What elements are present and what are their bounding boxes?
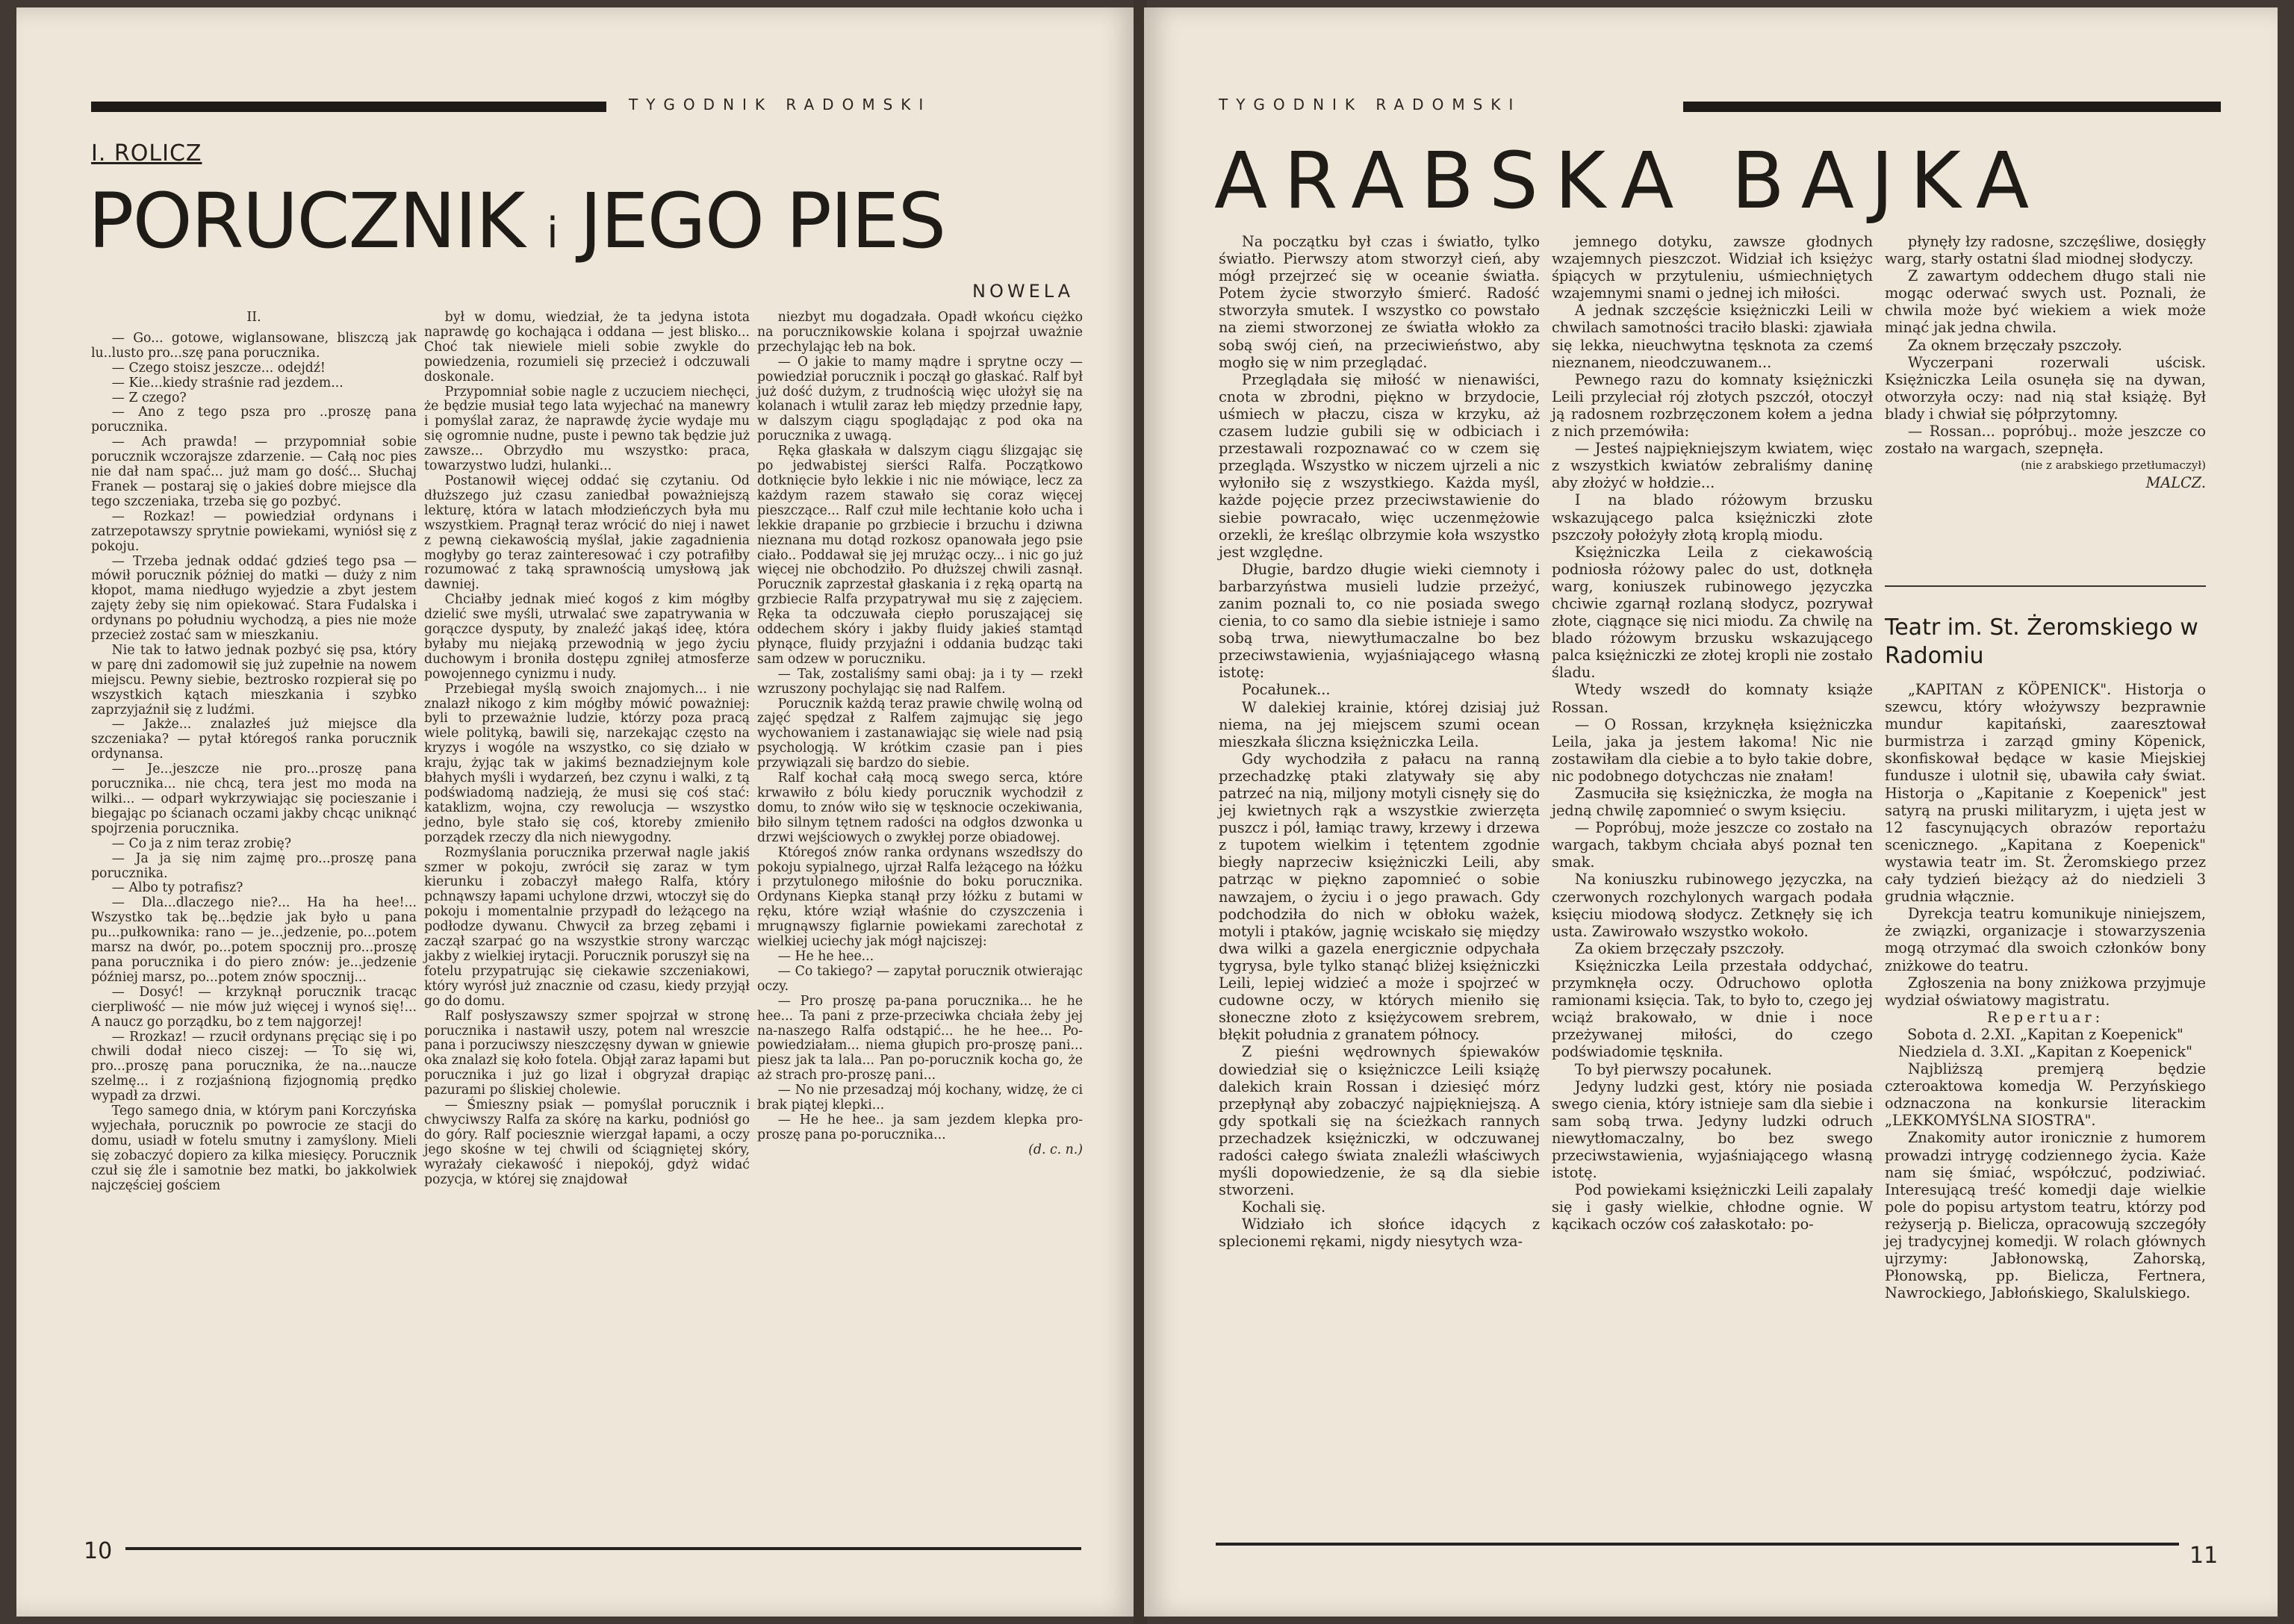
paragraph: Księżniczka Leila z ciekawością podniosła różowy palec do ust, dotknęła warg, koniuszek rubinowego języczka chciwie zgarnął rozlaną słodycz, pozrywał złote, ciągnące się nici miodu. Za chwilę na blado różowym brzusku wskazującego palca księżniczki ze złotej kropli nie zostało śladu. — [1552, 543, 1873, 682]
footer-rule — [125, 1547, 1081, 1550]
paragraph: — Ja ja się nim zajmę pro...proszę pana porucznika. — [91, 850, 417, 881]
paragraph: Z pieśni wędrownych śpiewaków dowiedział się o księżniczce Leili książę dalekich krain Rossan i dziesięć mórz przepłynął aby zobaczyć najpiękniejszą. A gdy spotkali się na ścieżkach rannych przechadzek księżniczki, w odczuwanej radości całego świata znaleźli właściwych myśli dopowiedzenie, że są dla siebie stworzeni. — [1219, 1043, 1540, 1199]
paragraph: — Śmieszny psiak — pomyślał porucznik i chwyciwszy Ralfa za skórę na karku, podniósł go do góry. Ralf pociesznie wierzgał łapami, a oczy jego skośne w tej chwili od ściągniętej skóry, wyrażały ciekawość i niepokój, gdyż widać pozycja, w której się znajdował — [424, 1098, 750, 1187]
paragraph: Przypomniał sobie nagle z uczuciem niechęci, że będzie musiał tego lata wyjechać na manewry i pomyślał zaraz, że naprawdę życie wydaje mu się ogromnie nudne, puste i pewno tak będzie już zawsze... Obrzydło mu wszystko: praca, towarzystwo ludzi, hulanki... — [424, 384, 750, 474]
paragraph: Nie tak to łatwo jednak pozbyć się psa, który w parę dni zadomowił się już zupełnie na nowem miejscu. Pewny siebie, beztrosko rozpierał się po wszystkich kątach mieszkania i szybko zaprzyjaźnił się z ludźmi. — [91, 642, 417, 718]
paragraph: — Co takiego? — zapytał porucznik otwierając oczy. — [757, 963, 1083, 994]
paragraph: Przeglądała się miłość w nienawiści, cnota w zbrodni, piękno w brzydocie, uśmiech w płaczu, cisza w krzyku, aż czasem ludzie gubili się w odbiciach i przestawali rozpoznawać co w czem się przegląda. Wszystko w niczem ujrzeli a nic wyłoniło się z wszystkiego. Każda myśl, każde pojęcie przez przeciwstawienie do siebie powracało, więc uczenmężowie orzekli, że kreśląc olbrzymie koła wszystko jest względne. — [1219, 370, 1540, 561]
chapter-number: II. — [246, 310, 261, 325]
section-divider — [1885, 585, 2206, 587]
genre-label: NOWELA — [972, 281, 1075, 302]
paragraph: Najbliższą premjerą będzie czteroaktowa komedja W. Perzyńskiego odznaczona na konkursie literackim „LEKKOMYŚLNA SIOSTRA". — [1885, 1060, 2206, 1130]
paragraph: — No nie przesadzaj mój kochany, widzę, że ci brak piątej klepki... — [757, 1083, 1083, 1113]
paragraph: niezbyt mu dogadzała. Opadł wkońcu ciężko na porucznikowskie kolana i spojrzał uważnie przechylając łeb na bok. — [757, 310, 1083, 355]
paragraph: Długie, bardzo długie wieki ciemnoty i barbarzyństwa musieli ludzie przeżyć, zanim poznali to, co nie posiada swego cienia, to co samo dla siebie istnieje i samo sobą trwa, niewytłumaczalne bo bez przeciwstawienia, wyjaśniającego własną istotę: — [1219, 560, 1540, 682]
author-signature: MALCZ. — [2145, 474, 2206, 492]
page-number: 10 — [84, 1538, 113, 1564]
paragraph: — Rossan... popróbuj.. może jeszcze co zostało na wargach, szepnęła. — [1885, 423, 2206, 458]
paragraph: Pod powiekami księżniczki Leili zapalały się i gasły wielkie, chłodne ognie. W kącikach oczów coś załaskotało: po- — [1552, 1181, 1873, 1233]
paragraph: — Ach prawda! — przypomniał sobie porucznik wczorajsze zdarzenie. — Całą noc pies nie dał nam spać... już mam go dość... Słuchaj Franek — postaraj się o jakieś dobre miejsce dla tego szczeniaka, trzeba się go pozbyć. — [91, 435, 417, 509]
paragraph: Przebiegał myślą swoich znajomych... i nie znalazł nikogo z kim mógłby mówić poważniej: byli to przeważnie ludzie, którzy poza pracą wiele polityką, bawili się, narzekając często na kryzys i wogóle na wszystko, co się działo w kraju, żyjąc tak w jakimś beznadziejnym kole błahych myśli i wydarzeń, bez czynu i walki, z tą podświadomą nadzieją, że musi się coś stać: kataklizm, wojna, czy rewolucja — wszystko jedno, byle stało się coś, ktoreby zmieniło porządek rzeczy dla nich niewygodny. — [424, 681, 750, 845]
paragraph: Pewnego razu do komnaty księżniczki Leili przyleciał rój złotych pszczół, otoczył ją radosnem rozbrzęczonem kołem a jedna z nich przemówiła: — [1552, 370, 1873, 441]
paragraph: — Jesteś najpiękniejszym kwiatem, więc z wszystkich kwiatów zebraliśmy daninę aby złożyć w hołdzie... — [1552, 440, 1873, 492]
paragraph: — Kie...kiedy straśnie rad jezdem... — [111, 375, 344, 391]
paragraph: Znakomity autor ironicznie z humorem prowadzi intrygę codziennego życia. Każe nam się śmiać, współczuć, podziwiać. Interesującą treść komedji daje wielkie pole do popisu artystom teatru, którzy pod reżyserją p. Bielicza, opracowują szczegóły jej tradycyjnej komedji. W rolach głównych ujrzymy: Jabłonowską, Zahorską, Płonowską, pp. Bielicza, Fertnera, Nawrockiego, Jabłońskiego, Skalulskiego. — [1885, 1129, 2206, 1302]
author-name: I. ROLICZ — [91, 140, 202, 167]
paragraph: Wtedy wszedł do komnaty książe Rossan. — [1552, 681, 1873, 716]
paragraph: Za oknem brzęczały pszczoły. — [1907, 336, 2122, 354]
paragraph: Ralf posłyszawszy szmer spojrzał w stronę porucznika i nastawił uszy, potem nal wreszcie pana i porzuciwszy nieszczęsny dywan w gniewie oka znalazł się koło fotela. Objął zaraz łapami but porucznika i już go lizał i obgryzał drapiąc pazurami po śliskiej cholewie. — [424, 1008, 750, 1098]
paragraph: Postanowił więcej oddać się czytaniu. Od dłuższego już czasu zaniedbał poważniejszą lekturę, która w latach młodzieńczych była mu wszystkiem. Pragnął teraz wrócić do niej i nawet z pewną ciekawością myślał, jakie zagadnienia mogłyby go teraz zainteresować i czy potrafiłby rozumować z taką sprawnością umysłową jak dawniej. — [424, 473, 750, 593]
paragraph: Widziało ich słońce idących z splecionemi rękami, nigdy niesytych wza- — [1219, 1216, 1540, 1251]
paragraph: Porucznik każdą teraz prawie chwilę wolną od zajęć spędzał z Ralfem zajmując się jego wychowaniem i zastanawiając się wiele nad psią psychologją. W krótkim czasie pan i pies przywiązali się bardzo do siebie. — [757, 696, 1083, 771]
paragraph: Księżniczka Leila przestała oddychać, przymknęła oczy. Odruchowo oplotła ramionami księcia. Tak, to było to, czego jej wciąż brakowało, w dnie i noce przeżywanej miłości, do czego podświadomie tęskniła. — [1552, 956, 1873, 1061]
footer-rule — [1216, 1543, 2179, 1546]
article-column-1 — [91, 311, 417, 1193]
paragraph: — Dla...dlaczego nie?... Ha ha hee!... Wszystko tak bę...będzie jak było u pana pu...pułkownika: rano — je...jedzenie, po...potem marsz na dwór, po...potem spocznij pro...proszę pana porucznika i do piero znów: je...jedzenie później marsz, po...potem znów spocznij... — [91, 895, 417, 985]
paragraph: Zgłoszenia na bony zniżkowa przyjmuje wydział oświatowy magistratu. — [1885, 974, 2206, 1009]
repertoire-item: Niedziela d. 3.XI. „Kapitan z Koepenick" — [1898, 1042, 2192, 1060]
paragraph: Chciałby jednak mieć kogoś z kim mógłby dzielić swe myśli, utrwalać swe zapatrywania w gorączce dysputy, by znaleźć jakąś ideę, która byłaby mu niejaką przewodnią w jego życiu duchowym i broniła dostępu zgniłej atmosferze powojennego cynizmu i nudy. — [424, 592, 750, 682]
paragraph: był w domu, wiedział, że ta jedyna istota naprawdę go kochająca i oddana — jest blisko... Choć tak niewiele mieli sobie zwykle do powiedzenia, rozumieli się przecież i odczuwali doskonale. — [424, 310, 750, 385]
running-head: TYGODNIK RADOMSKI — [1219, 96, 1522, 113]
paragraph: — Co ja z nim teraz zrobię? — [111, 836, 292, 851]
paragraph: — Albo ty potrafisz? — [111, 880, 243, 896]
article-title — [88, 177, 945, 266]
paragraph: To był pierwszy pocałunek. — [1574, 1060, 1772, 1078]
paragraph: płynęły łzy radosne, szczęśliwe, dosięgły warg, starły ostatni ślad miodnej słodyczy. — [1885, 233, 2206, 268]
article-column-3 — [757, 311, 1083, 1158]
story-column-3 — [1885, 233, 2206, 491]
paragraph: — Rozkaz! — powiedział ordynans i zatrzepotawszy sprytnie powiekami, wyniósł się z pokoju. — [91, 508, 417, 554]
paragraph: Pocałunek... — [1241, 681, 1331, 699]
title-part-a: PORUCZNIK — [88, 177, 524, 266]
paragraph: — He he hee.. ja sam jezdem klepka pro-proszę pana po-porucznika... — [757, 1112, 1083, 1142]
paragraph: — O jakie to mamy mądre i sprytne oczy — powiedział porucznik i począł go głaskać. Ralf był już dość dużym, z trudnością więc ułożył się na kolanach i wtulił zaraz łeb między przednie łapy, w dalszym ciągu spoglądając z pod oka na porucznika z uwagą. — [757, 354, 1083, 444]
header-rule — [91, 102, 606, 112]
paragraph: Z zawartym oddechem długo stali nie mogąc oderwać swych ust. Poznali, że chwila może być wiekiem a wiek może minąć jak jedna chwila. — [1885, 267, 2206, 337]
paragraph: Ręka głaskała w dalszym ciągu ślizgając się po jedwabistej sierści Ralfa. Początkowo dotknięcie było lekkie i nic nie mówiące, lecz za każdym razem stawało się coraz więcej pieszczące... Ralf czuł mile łechtanie koło ucha i lekkie drapanie po grzbiecie i brzuchu i dziwna nieznana mu dotąd rozkosz opanowała jego psie ciało.. Poddawał się jej mrużąc oczy... i nic go już więcej nie obchodziło. Po dłuższej chwili zasnął. Porucznik zaprzestał głaskania i z ręką opartą na grzbiecie Ralfa przypatrywał mu się z zajęciem. Ręka ta odczuwała ciepło poruszającej się oddechem skóry i jakby fluidy jakieś stamtąd płynące, fluidy przyjaźni i oddania budząc taki sam odzew w poruczniku. — [757, 444, 1083, 667]
title-part-b: i — [547, 209, 557, 258]
paragraph: — Czego stoisz jeszcze... odejdź! — [111, 360, 326, 376]
paragraph: Rozmyślania porucznika przerwał nagle jakiś szmer w pokoju, zwrócił się zaraz w tym kierunku i zobaczył małego Ralfa, który pchnąwszy łapami uchylone drzwi, wtoczył się do pokoju i momentalnie przypadł do leżącego na podłodze dywanu. Chwycił za brzeg zębami i zaczął szarpać go na wszystkie strony warcząc jakby z wielkiej irytacji. Porucznik poruszył się na fotelu przypatrując się ciekawie szczeniakowi, który wyrósł już znacznie od czasu, kiedy przyjął go do domu. — [424, 844, 750, 1009]
paragraph: Kochali się. — [1241, 1198, 1326, 1216]
paragraph: I na blado różowym brzusku wskazującego palca księżniczki złote pszczoły położyły złotą kroplą miodu. — [1552, 491, 1873, 544]
article-column-2 — [424, 311, 750, 1187]
paragraph: — Z czego? — [111, 390, 187, 405]
translator-note: (nie z arabskiego przetłumaczył) — [2021, 458, 2206, 473]
paragraph: W dalekiej krainie, której dzisiaj już niema, na jej miejscem szumi ocean mieszkała śliczna księżniczka Leila. — [1219, 698, 1540, 750]
repertoire-item: Sobota d. 2.XI. „Kapitan z Koepenick" — [1907, 1025, 2183, 1043]
paragraph: — Tak, zostaliśmy sami obaj: ja i ty — rzekł wzruszony pochylając się nad Ralfem. — [757, 666, 1083, 697]
paragraph: Dyrekcja teatru komunikuje niniejszem, że związki, organizacje i stowarzyszenia mogą otrzymać dla swoich członków bony zniżkowe do teatru. — [1885, 905, 2206, 974]
header-rule — [1683, 102, 2221, 112]
paragraph: — Popróbuj, może jeszcze co zostało na wargach, takbym chciała abyś poznał ten smak. — [1552, 819, 1873, 871]
paragraph: — Jakże... znalazłeś już miejsce dla szczeniaka? — pytał któregoś ranka porucznik ordynansa. — [91, 717, 417, 762]
continuation-note: (d. c. n.) — [1028, 1142, 1083, 1157]
paragraph: Ralf kochał całą mocą swego serca, które krwawiło z bólu kiedy porucznik wychodził z domu, to znów wiło się w tęsknocie oczekiwania, biło silnym tętnem radości na odgłos dzwonka u drzwi wejściowych o zwykłej porze obiadowej. — [757, 771, 1083, 845]
story-column-2 — [1552, 233, 1873, 1233]
section-heading: Teatr im. St. Żeromskiego w Radomiu — [1885, 615, 2198, 669]
paragraph: Któregoś znów ranka ordynans wszedłszy do pokoju sypialnego, ujrzał Ralfa leżącego na łóżku i przytulonego miłośnie do boku porucznika. Ordynans Kiepka stanął przy łóżku z butami w ręku, które wziął właśnie do czyszczenia i mrugnąwszy figlarnie powiekami zarechotał z wielkiej uciechy jak mógł najciszej: — [757, 844, 1083, 950]
page-number: 11 — [2189, 1543, 2219, 1569]
paragraph: Za okiem brzęczały pszczoły. — [1574, 939, 1785, 957]
paragraph: — O Rossan, krzyknęła księżniczka Leila, jaka ja jestem łakoma! Nic nie zostawiłam dla ciebie a to było takie dobre, nic podobnego dotychczas nie znałam! — [1552, 715, 1873, 785]
paragraph: — Go... gotowe, wiglansowane, bliszczą jak lu..lusto pro...szę pana porucznika. — [91, 330, 417, 361]
paragraph: — Je...jeszcze nie pro...proszę pana porucznika... nie chcą, tera jest mo moda na wilki... — odparł wykrzywiając się pocieszanie i biegając po ścianach oczami jakby chcąc uniknąć spojrzenia porucznika. — [91, 762, 417, 836]
paragraph: Na początku był czas i światło, tylko światło. Pierwszy atom stworzył cień, aby mógł przejrzeć się w oceanie światła. Potem życie stworzyło śmierć. Radość stworzyła smutek. I wszystko co powstało na ziemi stworzonej ze światła włokło za sobą swój cień, na przeciwieństwo, aby mogło się w nim przeglądać. — [1219, 233, 1540, 371]
paragraph: — Trzeba jednak oddać gdzieś tego psa — mówił porucznik później do matki — duży z nim kłopot, mama niedługo wyjedzie a zbyt jestem zajęty żeby się nim opiekować. Stara Fudalska i ordynans po południu wychodzą, a pies nie może przecież zostać sam w mieszkaniu. — [91, 553, 417, 644]
paragraph: jemnego dotyku, zawsze głodnych wzajemnych pieszczot. Widział ich księżyc śpiących w przytuleniu, uśmiechniętych wzajemnymi snami o jednej ich miłości. — [1552, 233, 1873, 302]
repertoire-heading: Repertuar: — [1986, 1008, 2104, 1026]
paragraph: Gdy wychodziła z pałacu na ranną przechadzkę ptaki zlatywały się aby patrzeć na nią, miljony motyli cisnęły się do jej kwietnych rąk a wszystkie zwierzęta puszcz i pól, łamiąc trawy, krzewy i drzewa z tupotem wielkim i tętentem zgodnie biegły naprzeciw księżniczki Leili, aby patrząc w piękno zapomnieć o sobie nawzajem, o życiu i o jego prawach. Gdy podchodziła do nich w obłoku ważek, motyli i ptaków, jagnię wciskało się między dwa wilki a gazela energicznie odpychała tygrysa, byle tylko stanąć bliżej księżniczki Leili, lepiej widzieć a może i spojrzeć w cudowne oczy, w których mieniło się słoneczne złoto z księżycowem srebrem, błękit południa z granatem północy. — [1219, 750, 1540, 1044]
paragraph: Zasmuciła się księżniczka, że mogła na jedną chwilę zapomnieć o swym księciu. — [1552, 785, 1873, 820]
paragraph: A jednak szczęście księżniczki Leili w chwilach samotności traciło blaski: zjawiała się lekka, nieuchwytna tęsknota za czemś nieznanem, nieodczuwanem... — [1552, 302, 1873, 371]
left-page — [16, 7, 1137, 1617]
paragraph: — Dosyć! — krzyknął porucznik tracąc cierpliwość — nie mów już więcej i wynoś się!... A naucz go porządku, bo z tem najgorzej! — [91, 984, 417, 1030]
article-title: ARABSKA BAJKA — [1214, 135, 2046, 226]
paragraph: — Rrozkaz! — rzucił ordynans pręciąc się i po chwili dodał nieco ciszej: — To się wi, pro...proszę pana porucznika, że na...naucze szelmę... i z rozjaśnioną fizjognomią prędko wypadł za drzwi. — [91, 1029, 417, 1104]
theatre-column — [1885, 611, 2206, 1301]
title-part-c: JEGO PIES — [579, 177, 945, 266]
paragraph: Tego samego dnia, w którym pani Korczyńska wyjechała, porucznik po powrocie ze stacji do domu, usiadł w fotelu smutny i zamyślony. Mieli się zobaczyć dopiero za kilka miesięcy. Porucznik czuł się źle i samotnie bez matki, bo jakkolwiek najczęściej gościem — [91, 1104, 417, 1193]
story-column-1 — [1219, 233, 1540, 1251]
paragraph: Wyczerpani rozerwali uścisk. Księżniczka Leila osunęła się na dywan, otworzyła oczy: nad nią stał książę. Był blady i chwiał się półprzytomny. — [1885, 353, 2206, 423]
running-head: TYGODNIK RADOMSKI — [629, 96, 932, 113]
paragraph: „KAPITAN z KÖPENICK". Historja o szewcu, który włożywszy bezprawnie mundur kapitański, zaaresztował burmistrza i zarząd gminy Köpenick, skonfiskował będące w kasie Miejskiej fundusze i ulotnił się, ubawiła cały świat. Historja o „Kapitanie z Koepenick" jest satyrą na pruski militaryzm, i ujęta jest w 12 fascynujących obrazów reportażu scenicznego. „Kapitana z Koepenick" wystawia teatr im. St. Żeromskiego przez cały tydzień bieżący aż do niedzieli 3 grudnia włącznie. — [1885, 681, 2206, 906]
paragraph: Na koniuszku rubinowego języczka, na czerwonych rozchylonych wargach podała księciu miodową słodycz. Zetknęły się ich usta. Zawirowało wszystko wokoło. — [1552, 871, 1873, 940]
paragraph: — Pro proszę pa-pana porucznika... he he hee... Ta pani z prze-przeciwka chciała żeby jej na-naszego Ralfa odstąpić... he he hee... Po-powiedziałam... niema głupich pro-proszę pani... piesz jak ta lala... Pan po-porucznik kocha go, że aż strach pro-proszę pani... — [757, 993, 1083, 1083]
paragraph: — Ano z tego psza pro ..proszę pana porucznika. — [91, 405, 417, 435]
paragraph: Jedyny ludzki gest, który nie posiada swego cienia, który istnieje sam dla siebie i sam sobą trwa. Jedyny ludzki odruch niewytłomaczalny, bo bez swego przeciwstawienia, wyjaśniającego własną istotę. — [1552, 1077, 1873, 1182]
right-page — [1144, 7, 2278, 1617]
paragraph: — He he hee... — [777, 948, 874, 964]
